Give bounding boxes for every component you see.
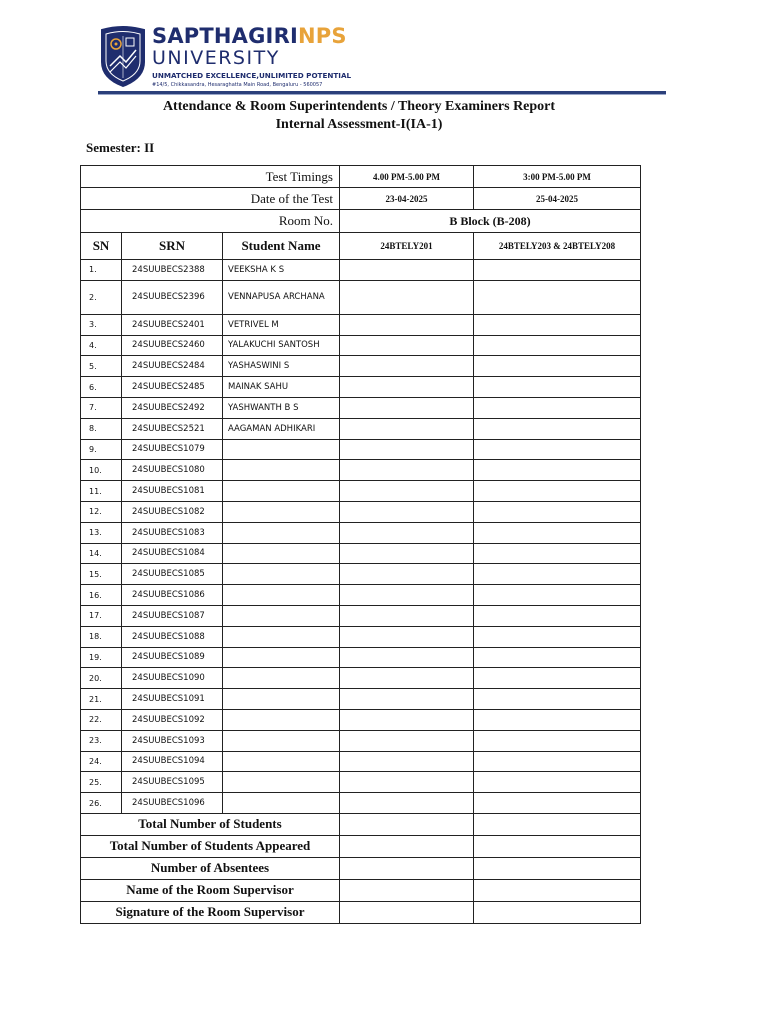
- row-subject-1-cell: [340, 793, 474, 814]
- row-subject-2-cell: [474, 418, 641, 439]
- row-student-name: [223, 501, 340, 522]
- row-subject-2-cell: [474, 501, 641, 522]
- table-row: [81, 418, 641, 439]
- col-srn-header: SRN: [122, 233, 223, 260]
- row-subject-1-cell: [340, 460, 474, 481]
- row-student-name: [223, 585, 340, 606]
- row-subject-2-cell: [474, 647, 641, 668]
- row-subject-1-cell: [340, 751, 474, 772]
- row-sn: 5.: [81, 356, 122, 377]
- row-sn: 1.: [81, 260, 122, 281]
- row-subject-2-cell: [474, 772, 641, 793]
- row-srn: 24SUUBECS2388: [122, 260, 223, 281]
- row-student-name: VENNAPUSA ARCHANA: [223, 280, 340, 314]
- row-student-name: YASHWANTH B S: [223, 397, 340, 418]
- row-srn: 24SUUBECS1079: [122, 439, 223, 460]
- row-sn: 8.: [81, 418, 122, 439]
- row-student-name: [223, 543, 340, 564]
- summary-row: [81, 901, 641, 923]
- row-student-name: MAINAK SAHU: [223, 377, 340, 398]
- test-timings-row: [81, 166, 641, 188]
- table-row: [81, 668, 641, 689]
- table-row: [81, 585, 641, 606]
- row-subject-1-cell: [340, 356, 474, 377]
- row-student-name: [223, 626, 340, 647]
- row-subject-2-cell: [474, 751, 641, 772]
- row-subject-2-cell: [474, 335, 641, 356]
- row-subject-1-cell: [340, 481, 474, 502]
- row-srn: 24SUUBECS1085: [122, 564, 223, 585]
- row-srn: 24SUUBECS1086: [122, 585, 223, 606]
- semester-label: Semester: II: [86, 140, 155, 155]
- row-srn: 24SUUBECS1093: [122, 730, 223, 751]
- university-shield-logo: [98, 26, 148, 88]
- summary-row: [81, 857, 641, 879]
- report-subtitle: Internal Assessment-I(IA-1): [275, 117, 443, 132]
- test-date-1: 23-04-2025: [340, 188, 474, 210]
- row-student-name: [223, 709, 340, 730]
- row-sn: 3.: [81, 314, 122, 335]
- row-srn: 24SUUBECS2484: [122, 356, 223, 377]
- row-subject-2-cell: [474, 730, 641, 751]
- summary-row: [81, 879, 641, 901]
- table-row: [81, 522, 641, 543]
- test-date-2: 25-04-2025: [474, 188, 641, 210]
- row-subject-1-cell: [340, 377, 474, 398]
- row-sn: 18.: [81, 626, 122, 647]
- row-subject-1-cell: [340, 605, 474, 626]
- row-student-name: AAGAMAN ADHIKARI: [223, 418, 340, 439]
- row-sn: 17.: [81, 605, 122, 626]
- row-subject-1-cell: [340, 689, 474, 710]
- row-sn: 9.: [81, 439, 122, 460]
- attendance-table: [80, 165, 641, 924]
- row-subject-2-cell: [474, 689, 641, 710]
- row-sn: 11.: [81, 481, 122, 502]
- row-srn: 24SUUBECS1084: [122, 543, 223, 564]
- row-srn: 24SUUBECS1080: [122, 460, 223, 481]
- row-subject-2-cell: [474, 522, 641, 543]
- summary-value-cell: [340, 813, 474, 835]
- row-subject-2-cell: [474, 605, 641, 626]
- row-subject-2-cell: [474, 260, 641, 281]
- row-subject-1-cell: [340, 668, 474, 689]
- summary-row: [81, 835, 641, 857]
- table-row: [81, 397, 641, 418]
- table-row: [81, 314, 641, 335]
- row-sn: 16.: [81, 585, 122, 606]
- row-subject-2-cell: [474, 564, 641, 585]
- brand-address: #14/5, Chikkasandra, Hesaraghatta Main Road, Bengaluru - 560057: [152, 82, 323, 88]
- header-divider: [98, 91, 666, 95]
- test-date-label: Date of the Test: [81, 188, 340, 210]
- row-srn: 24SUUBECS1090: [122, 668, 223, 689]
- row-student-name: [223, 605, 340, 626]
- row-subject-1-cell: [340, 335, 474, 356]
- summary-label: Number of Absentees: [81, 857, 340, 879]
- row-srn: 24SUUBECS1094: [122, 751, 223, 772]
- row-sn: 25.: [81, 772, 122, 793]
- summary-value-cell: [474, 857, 641, 879]
- row-subject-1-cell: [340, 564, 474, 585]
- row-sn: 20.: [81, 668, 122, 689]
- row-student-name: [223, 439, 340, 460]
- row-student-name: [223, 522, 340, 543]
- report-title: Attendance & Room Superintendents / Theory Examiners Report: [162, 99, 556, 114]
- row-student-name: [223, 689, 340, 710]
- summary-value-cell: [340, 879, 474, 901]
- row-srn: 24SUUBECS1089: [122, 647, 223, 668]
- row-subject-2-cell: [474, 280, 641, 314]
- row-sn: 22.: [81, 709, 122, 730]
- row-srn: 24SUUBECS2521: [122, 418, 223, 439]
- col-subject-1-header: 24BTELY201: [340, 233, 474, 260]
- table-row: [81, 439, 641, 460]
- row-subject-1-cell: [340, 543, 474, 564]
- row-student-name: [223, 668, 340, 689]
- table-row: [81, 689, 641, 710]
- summary-label: Name of the Room Supervisor: [81, 879, 340, 901]
- row-srn: 24SUUBECS1096: [122, 793, 223, 814]
- brand-tagline: UNMATCHED EXCELLENCE,UNLIMITED POTENTIAL: [152, 71, 352, 80]
- row-srn: 24SUUBECS2396: [122, 280, 223, 314]
- row-srn: 24SUUBECS1083: [122, 522, 223, 543]
- row-subject-1-cell: [340, 522, 474, 543]
- table-row: [81, 356, 641, 377]
- row-subject-2-cell: [474, 709, 641, 730]
- table-row: [81, 543, 641, 564]
- table-row: [81, 709, 641, 730]
- table-row: [81, 377, 641, 398]
- table-row: [81, 260, 641, 281]
- row-subject-1-cell: [340, 709, 474, 730]
- row-subject-1-cell: [340, 260, 474, 281]
- row-subject-1-cell: [340, 314, 474, 335]
- row-student-name: [223, 730, 340, 751]
- row-sn: 14.: [81, 543, 122, 564]
- test-date-row: [81, 188, 641, 210]
- row-student-name: VETRIVEL M: [223, 314, 340, 335]
- row-srn: 24SUUBECS1095: [122, 772, 223, 793]
- row-student-name: [223, 564, 340, 585]
- row-sn: 7.: [81, 397, 122, 418]
- row-srn: 24SUUBECS1092: [122, 709, 223, 730]
- row-sn: 23.: [81, 730, 122, 751]
- row-srn: 24SUUBECS1091: [122, 689, 223, 710]
- summary-value-cell: [340, 901, 474, 923]
- summary-value-cell: [474, 813, 641, 835]
- row-sn: 13.: [81, 522, 122, 543]
- row-srn: 24SUUBECS1087: [122, 605, 223, 626]
- brand-name-suffix: NPS: [297, 24, 347, 48]
- table-row: [81, 335, 641, 356]
- row-subject-1-cell: [340, 647, 474, 668]
- row-srn: 24SUUBECS2460: [122, 335, 223, 356]
- row-subject-2-cell: [474, 377, 641, 398]
- row-subject-2-cell: [474, 397, 641, 418]
- column-header-row: [81, 233, 641, 260]
- row-subject-2-cell: [474, 626, 641, 647]
- row-sn: 2.: [81, 280, 122, 314]
- row-subject-2-cell: [474, 460, 641, 481]
- test-timings-label: Test Timings: [81, 166, 340, 188]
- row-subject-1-cell: [340, 439, 474, 460]
- row-student-name: VEEKSHA K S: [223, 260, 340, 281]
- row-student-name: [223, 793, 340, 814]
- table-row: [81, 280, 641, 314]
- row-sn: 12.: [81, 501, 122, 522]
- row-student-name: [223, 647, 340, 668]
- col-sn-header: SN: [81, 233, 122, 260]
- row-subject-1-cell: [340, 280, 474, 314]
- table-row: [81, 647, 641, 668]
- summary-value-cell: [340, 857, 474, 879]
- row-student-name: [223, 772, 340, 793]
- table-row: [81, 730, 641, 751]
- table-row: [81, 481, 641, 502]
- row-student-name: [223, 481, 340, 502]
- brand-name-main: SAPTHAGIRI: [152, 24, 298, 48]
- row-srn: 24SUUBECS2492: [122, 397, 223, 418]
- row-sn: 6.: [81, 377, 122, 398]
- summary-value-cell: [474, 879, 641, 901]
- summary-label: Total Number of Students: [81, 813, 340, 835]
- room-value: B Block (B-208): [340, 210, 641, 233]
- row-sn: 19.: [81, 647, 122, 668]
- room-row: [81, 210, 641, 233]
- summary-value-cell: [340, 835, 474, 857]
- row-subject-1-cell: [340, 730, 474, 751]
- row-subject-1-cell: [340, 418, 474, 439]
- timing-1: 4.00 PM-5.00 PM: [340, 166, 474, 188]
- summary-value-cell: [474, 835, 641, 857]
- row-srn: 24SUUBECS2401: [122, 314, 223, 335]
- row-srn: 24SUUBECS1081: [122, 481, 223, 502]
- table-row: [81, 564, 641, 585]
- table-row: [81, 626, 641, 647]
- row-student-name: [223, 751, 340, 772]
- summary-value-cell: [474, 901, 641, 923]
- row-student-name: YALAKUCHI SANTOSH: [223, 335, 340, 356]
- col-name-header: Student Name: [223, 233, 340, 260]
- summary-label: Signature of the Room Supervisor: [81, 901, 340, 923]
- row-subject-2-cell: [474, 543, 641, 564]
- row-subject-1-cell: [340, 501, 474, 522]
- row-subject-2-cell: [474, 668, 641, 689]
- row-sn: 24.: [81, 751, 122, 772]
- brand-name: [152, 24, 351, 48]
- table-row: [81, 605, 641, 626]
- row-srn: 24SUUBECS2485: [122, 377, 223, 398]
- table-row: [81, 793, 641, 814]
- row-subject-1-cell: [340, 626, 474, 647]
- summary-row: [81, 813, 641, 835]
- row-sn: 26.: [81, 793, 122, 814]
- row-subject-1-cell: [340, 585, 474, 606]
- row-subject-1-cell: [340, 772, 474, 793]
- timing-2: 3:00 PM-5.00 PM: [474, 166, 641, 188]
- room-label: Room No.: [81, 210, 340, 233]
- row-student-name: [223, 460, 340, 481]
- table-row: [81, 751, 641, 772]
- row-subject-1-cell: [340, 397, 474, 418]
- table-row: [81, 501, 641, 522]
- summary-label: Total Number of Students Appeared: [81, 835, 340, 857]
- row-subject-2-cell: [474, 314, 641, 335]
- university-brand: [152, 24, 351, 88]
- table-row: [81, 772, 641, 793]
- row-subject-2-cell: [474, 481, 641, 502]
- brand-university: UNIVERSITY: [152, 47, 280, 69]
- col-subject-2-header: 24BTELY203 & 24BTELY208: [474, 233, 641, 260]
- row-sn: 10.: [81, 460, 122, 481]
- row-sn: 15.: [81, 564, 122, 585]
- row-subject-2-cell: [474, 585, 641, 606]
- row-subject-2-cell: [474, 356, 641, 377]
- table-row: [81, 460, 641, 481]
- row-student-name: YASHASWINI S: [223, 356, 340, 377]
- row-srn: 24SUUBECS1088: [122, 626, 223, 647]
- row-sn: 4.: [81, 335, 122, 356]
- row-sn: 21.: [81, 689, 122, 710]
- row-subject-2-cell: [474, 793, 641, 814]
- row-srn: 24SUUBECS1082: [122, 501, 223, 522]
- row-subject-2-cell: [474, 439, 641, 460]
